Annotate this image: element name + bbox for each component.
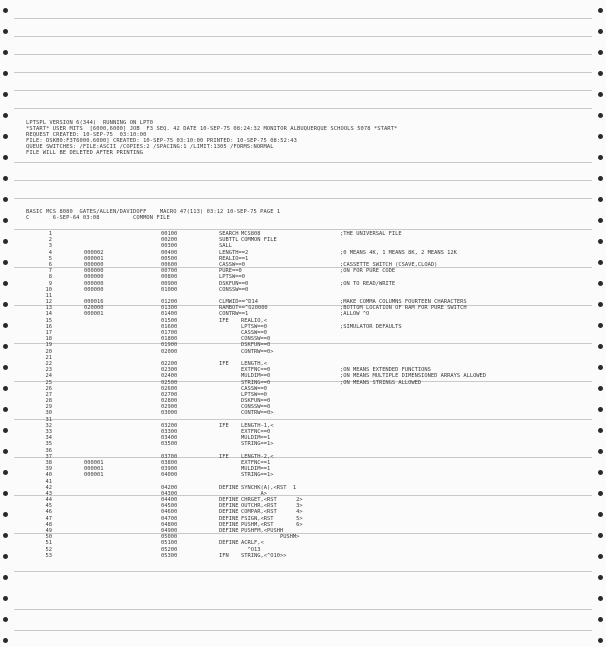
banner-line: FILE WILL BE DELETED AFTER PRINTING: [26, 150, 144, 156]
tractor-hole: [598, 428, 603, 433]
line-number: 34: [45, 435, 52, 442]
source-listing: [26, 231, 586, 559]
tractor-hole: [598, 470, 603, 475]
sequence-number: 01500: [161, 317, 178, 324]
sequence-number: 01000: [161, 286, 178, 293]
sequence-number: 02300: [161, 367, 178, 374]
symbol-value: 000000: [84, 280, 104, 287]
sequence-number: 05100: [161, 540, 178, 547]
sequence-number: 04600: [161, 509, 178, 516]
line-number: 7: [48, 268, 52, 275]
operand: CONSSW==0: [241, 404, 271, 411]
symbol-value: 020000: [84, 305, 104, 312]
paper-rule: [14, 162, 592, 163]
tractor-hole: [3, 428, 8, 433]
line-number: 33: [45, 429, 52, 435]
tractor-hole: [598, 71, 603, 76]
opcode: CONTRW==1: [219, 311, 249, 318]
tractor-hole: [3, 365, 8, 370]
line-number: 3: [48, 243, 52, 250]
operand: ^O13: [241, 546, 261, 553]
sequence-number: 03800: [161, 459, 178, 466]
line-number: 28: [45, 398, 52, 405]
sequence-number: 00800: [161, 274, 178, 281]
comment: ;THE UNIVERSAL FILE: [340, 231, 402, 237]
tractor-hole: [3, 449, 8, 454]
operand: PUSHM>: [241, 534, 300, 541]
operand: STRING==1>: [241, 472, 274, 479]
line-number: 10: [45, 286, 52, 293]
tractor-hole: [3, 596, 8, 601]
tractor-hole: [598, 491, 603, 496]
tractor-hole: [3, 134, 8, 139]
line-number: 4: [48, 249, 52, 256]
sequence-number: 03200: [161, 422, 178, 429]
operand: STRING==0: [241, 379, 271, 386]
listing-row: [26, 553, 586, 559]
tractor-hole: [3, 29, 8, 34]
tractor-hole: [598, 29, 603, 34]
line-number: 41: [45, 478, 52, 485]
opcode: DSKFUN==0: [219, 280, 249, 287]
sequence-number: 02400: [161, 373, 178, 380]
line-number: 13: [45, 305, 52, 312]
tractor-hole: [598, 260, 603, 265]
opcode: DEFINE: [219, 528, 239, 534]
opcode: SEARCH: [219, 231, 239, 237]
sequence-number: 01900: [161, 342, 178, 349]
comment: ;ALLOW ^O: [340, 311, 370, 318]
sequence-number: 00500: [161, 255, 178, 262]
paper-rule: [14, 108, 592, 109]
sequence-number: 04300: [161, 490, 178, 497]
sequence-number: 05000: [161, 534, 178, 541]
sequence-number: 03900: [161, 466, 178, 473]
line-number: 31: [45, 416, 52, 423]
line-number: 51: [45, 540, 52, 547]
opcode: CLMWID==^D14: [219, 299, 258, 306]
operand: MULDIM==1: [241, 435, 271, 442]
sequence-number: 02500: [161, 379, 178, 386]
line-number: 44: [45, 497, 52, 504]
line-number: 46: [45, 509, 52, 516]
tractor-hole: [3, 71, 8, 76]
line-number: 11: [45, 292, 52, 299]
opcode: DEFINE: [219, 503, 239, 510]
opcode: IFE: [219, 453, 229, 460]
sequence-number: 00700: [161, 268, 178, 275]
page-header-line: BASIC MCS 8080 GATES/ALLEN/DAVIDOFF MACRO 47(113) 03:12 10-SEP-75 PAGE 1: [26, 209, 281, 215]
tractor-hole: [3, 197, 8, 202]
tractor-hole: [3, 8, 8, 13]
tractor-hole: [598, 113, 603, 118]
tractor-hole: [3, 638, 8, 643]
line-number: 16: [45, 323, 52, 330]
line-number: 1: [48, 231, 52, 237]
opcode: CASSW==0: [219, 261, 245, 268]
operand: LENGTH-2,<: [241, 453, 274, 460]
tractor-hole: [598, 533, 603, 538]
line-number: 50: [45, 534, 52, 541]
tractor-hole: [598, 176, 603, 181]
symbol-value: 000001: [84, 311, 104, 318]
operand: MULDIM==1: [241, 466, 271, 473]
opcode: IFE: [219, 360, 229, 367]
line-number: 19: [45, 342, 52, 349]
opcode: IFE: [219, 317, 229, 324]
operand: CONSSW==0: [241, 336, 271, 343]
line-number: 2: [48, 237, 52, 244]
tractor-hole: [598, 407, 603, 412]
paper-rule: [14, 72, 592, 73]
opcode: DEFINE: [219, 509, 239, 516]
tractor-hole: [3, 575, 8, 580]
paper-rule: [14, 609, 592, 610]
left-tractor-holes: [0, 0, 12, 647]
line-number: 43: [45, 490, 52, 497]
tractor-hole: [598, 617, 603, 622]
operand: DSKFUN==0: [241, 342, 271, 349]
sequence-number: 02700: [161, 391, 178, 398]
sequence-number: 02800: [161, 398, 178, 405]
symbol-value: 000016: [84, 299, 104, 306]
line-number: 8: [48, 274, 52, 281]
line-number: 25: [45, 379, 52, 386]
operand: COMMON FILE: [241, 237, 277, 244]
sequence-number: 01300: [161, 305, 178, 312]
line-number: 45: [45, 503, 52, 510]
line-number: 15: [45, 317, 52, 324]
symbol-value: 000001: [84, 459, 104, 466]
tractor-hole: [3, 617, 8, 622]
opcode: REALIO==1: [219, 255, 249, 262]
operand: ACRLF,<: [241, 540, 264, 547]
operand: CONTRW==0>: [241, 348, 274, 355]
banner-line: *START* USER MITS [6000,6000] JOB F3 SEQ. 42 DATE 10-SEP-75 08:24:32 MONITOR ALBUQUERQUE SCHOOLS 5078 *START*: [26, 126, 398, 132]
opcode: CONSSW==0: [219, 286, 249, 293]
comment: ;BOTTOM LOCATION OF RAM FOR PURE SWITCH: [340, 305, 467, 312]
sequence-number: 01400: [161, 311, 178, 318]
comment: ;MAKE COMMA COLUMNS FOURTEEN CHARACTERS: [340, 299, 467, 306]
opcode: PURE==0: [219, 268, 242, 275]
operand: PUSHM,<RST 6>: [241, 521, 303, 528]
operand: REALIO,<: [241, 317, 267, 324]
banner-line: QUEUE SWITCHES: /FILE:ASCII /COPIES:2 /SPACING:1 /LIMIT:1305 /FORMS:NORMAL: [26, 144, 274, 150]
tractor-hole: [3, 554, 8, 559]
line-number: 48: [45, 521, 52, 528]
tractor-hole: [3, 344, 8, 349]
line-number: 18: [45, 336, 52, 343]
opcode: SALL: [219, 243, 232, 250]
operand: EXTFNC==0: [241, 429, 271, 435]
operand: CASSW==0: [241, 385, 267, 392]
tractor-hole: [598, 365, 603, 370]
symbol-value: 000002: [84, 249, 104, 256]
operand: LPTSW==0: [241, 391, 267, 398]
line-number: 35: [45, 441, 52, 448]
tractor-hole: [3, 470, 8, 475]
sequence-number: 04000: [161, 472, 178, 479]
tractor-hole: [3, 239, 8, 244]
sequence-number: 04500: [161, 503, 178, 510]
operand: FSIGN,<RST 5>: [241, 515, 303, 522]
tractor-hole: [598, 155, 603, 160]
symbol-value: 000001: [84, 466, 104, 473]
comment: ;ON FOR PURE CODE: [340, 268, 396, 275]
page-header-line: C 6-SEP-64 03:08 COMMON FILE: [26, 215, 170, 221]
tractor-hole: [598, 596, 603, 601]
sequence-number: 03700: [161, 453, 178, 460]
opcode: DEFINE: [219, 521, 239, 528]
operand: COMPAR,<RST 4>: [241, 509, 303, 516]
sequence-number: 05300: [161, 552, 178, 559]
tractor-hole: [598, 575, 603, 580]
line-number: 22: [45, 360, 52, 367]
comment: ;ON MEANS STRINGS ALLOWED: [340, 379, 422, 386]
tractor-hole: [3, 155, 8, 160]
tractor-hole: [598, 239, 603, 244]
comment: ;ON MEANS MULTIPLE DIMENSIONED ARRAYS ALLOWED: [340, 373, 487, 380]
symbol-value: 000000: [84, 286, 104, 293]
sequence-number: 00100: [161, 231, 178, 237]
sequence-number: 03300: [161, 429, 178, 435]
line-number: 32: [45, 422, 52, 429]
operand: A>: [241, 490, 267, 497]
tractor-hole: [598, 344, 603, 349]
sequence-number: 03500: [161, 441, 178, 448]
tractor-hole: [3, 260, 8, 265]
paper-rule: [14, 18, 592, 19]
paper-rule: [14, 229, 592, 230]
sequence-number: 01600: [161, 323, 178, 330]
line-number: 39: [45, 466, 52, 473]
opcode: IFN: [219, 552, 229, 559]
tractor-hole: [3, 302, 8, 307]
line-number: 26: [45, 385, 52, 392]
opcode: RAMBOT==^O20000: [219, 305, 268, 312]
line-number: 37: [45, 453, 52, 460]
line-number: 14: [45, 311, 52, 318]
tractor-hole: [598, 197, 603, 202]
tractor-hole: [3, 50, 8, 55]
tractor-hole: [598, 638, 603, 643]
tractor-hole: [3, 113, 8, 118]
line-number: 12: [45, 299, 52, 306]
line-number: 5: [48, 255, 52, 262]
sequence-number: 02000: [161, 348, 178, 355]
line-number: 27: [45, 391, 52, 398]
operand: MULDIM==0: [241, 373, 271, 380]
paper-rule: [14, 180, 592, 181]
sequence-number: 03400: [161, 435, 178, 442]
opcode: DEFINE: [219, 484, 239, 491]
sequence-number: 05200: [161, 546, 178, 553]
tractor-hole: [598, 218, 603, 223]
operand: CHRGET,<RST 2>: [241, 497, 303, 504]
comment: ;CASSETTE SWITCH (CSAVE,CLOAD): [340, 261, 438, 268]
tractor-hole: [3, 323, 8, 328]
sequence-number: 04200: [161, 484, 178, 491]
tractor-hole: [598, 386, 603, 391]
line-number: 42: [45, 484, 52, 491]
right-tractor-holes: [594, 0, 606, 647]
paper-rule: [14, 198, 592, 199]
sequence-number: 02200: [161, 360, 178, 367]
line-number: 49: [45, 528, 52, 534]
tractor-hole: [3, 512, 8, 517]
symbol-value: 000000: [84, 261, 104, 268]
sequence-number: 01700: [161, 330, 178, 336]
opcode: LPTSW==0: [219, 274, 245, 281]
tractor-hole: [598, 92, 603, 97]
paper-rule: [14, 36, 592, 37]
paper-rule: [14, 90, 592, 91]
opcode: DEFINE: [219, 540, 239, 547]
comment: ;ON MEANS EXTENDED FUNCTIONS: [340, 367, 431, 374]
tractor-hole: [3, 176, 8, 181]
tractor-hole: [3, 533, 8, 538]
sequence-number: 00600: [161, 261, 178, 268]
line-number: 24: [45, 373, 52, 380]
tractor-hole: [598, 50, 603, 55]
operand: EXTFNC==0: [241, 367, 271, 374]
operand: PUSHFM,<PUSHH: [241, 528, 284, 534]
line-number: 47: [45, 515, 52, 522]
line-number: 29: [45, 404, 52, 411]
comment: ;SIMULATOR DEFAULTS: [340, 323, 402, 330]
symbol-value: 000001: [84, 472, 104, 479]
operand: CASSW==0: [241, 330, 267, 336]
tractor-hole: [598, 281, 603, 286]
tractor-hole: [3, 407, 8, 412]
operand: LENGTH,<: [241, 360, 267, 367]
sequence-number: 01200: [161, 299, 178, 306]
line-number: 30: [45, 410, 52, 417]
tractor-hole: [598, 134, 603, 139]
tractor-hole: [598, 554, 603, 559]
line-number: 6: [48, 261, 52, 268]
operand: STRING==1>: [241, 441, 274, 448]
tractor-hole: [3, 281, 8, 286]
paper-rule: [14, 630, 592, 631]
line-number: 53: [45, 552, 52, 559]
tractor-hole: [598, 302, 603, 307]
operand: SYNCHK(A),<RST 1: [241, 484, 297, 491]
sequence-number: 01800: [161, 336, 178, 343]
symbol-value: 000001: [84, 255, 104, 262]
operand: EXTFNC==1: [241, 459, 271, 466]
opcode: DEFINE: [219, 515, 239, 522]
sequence-number: 00200: [161, 237, 178, 244]
line-number: 52: [45, 546, 52, 553]
sequence-number: 04900: [161, 528, 178, 534]
banner-line: LPTSPL VERSION 6(344) RUNNING ON LPT0: [26, 120, 154, 126]
tractor-hole: [598, 323, 603, 328]
comment: ;0 MEANS 4K, 1 MEANS 8K, 2 MEANS 12K: [340, 249, 457, 256]
sequence-number: 03000: [161, 410, 178, 417]
opcode: SUBTTL: [219, 237, 239, 244]
line-number: 23: [45, 367, 52, 374]
operand: DSKFUN==0: [241, 398, 271, 405]
operand: MCS808: [241, 231, 261, 237]
tractor-hole: [3, 491, 8, 496]
comment: ;ON TO READ/WRITE: [340, 280, 396, 287]
tractor-hole: [598, 8, 603, 13]
symbol-value: 000000: [84, 274, 104, 281]
tractor-hole: [598, 449, 603, 454]
operand: LPTSW==0: [241, 323, 267, 330]
operand: LENGTH-1,<: [241, 422, 274, 429]
banner-line: FILE: DSKB0:F3T6000.6000] CREATED: 10-SEP-75 03:10:00 PRINTED: 10-SEP-75 08:52:43: [26, 138, 297, 144]
tractor-hole: [3, 386, 8, 391]
sequence-number: 04400: [161, 497, 178, 504]
line-number: 17: [45, 330, 52, 336]
tractor-hole: [598, 512, 603, 517]
tractor-hole: [3, 218, 8, 223]
operand: STRING,<^O10>>: [241, 552, 287, 559]
sequence-number: 04800: [161, 521, 178, 528]
paper-rule: [14, 571, 592, 572]
line-number: 9: [48, 280, 52, 287]
sequence-number: 02600: [161, 385, 178, 392]
line-number: 36: [45, 447, 52, 454]
sequence-number: 00900: [161, 280, 178, 287]
line-number: 40: [45, 472, 52, 479]
line-number: 21: [45, 354, 52, 361]
line-number: 38: [45, 459, 52, 466]
tractor-hole: [3, 92, 8, 97]
operand: OUTCHR,<RST 3>: [241, 503, 303, 510]
line-number: 20: [45, 348, 52, 355]
banner-line: REQUEST CREATED: 10-SEP-75 03:10:00: [26, 132, 147, 138]
opcode: DEFINE: [219, 497, 239, 504]
opcode: IFE: [219, 422, 229, 429]
sequence-number: 00400: [161, 249, 178, 256]
paper-rule: [14, 54, 592, 55]
opcode: LENGTH==2: [219, 249, 249, 256]
symbol-value: 000000: [84, 268, 104, 275]
operand: CONTRW==0>: [241, 410, 274, 417]
sequence-number: 02900: [161, 404, 178, 411]
sequence-number: 00300: [161, 243, 178, 250]
sequence-number: 04700: [161, 515, 178, 522]
